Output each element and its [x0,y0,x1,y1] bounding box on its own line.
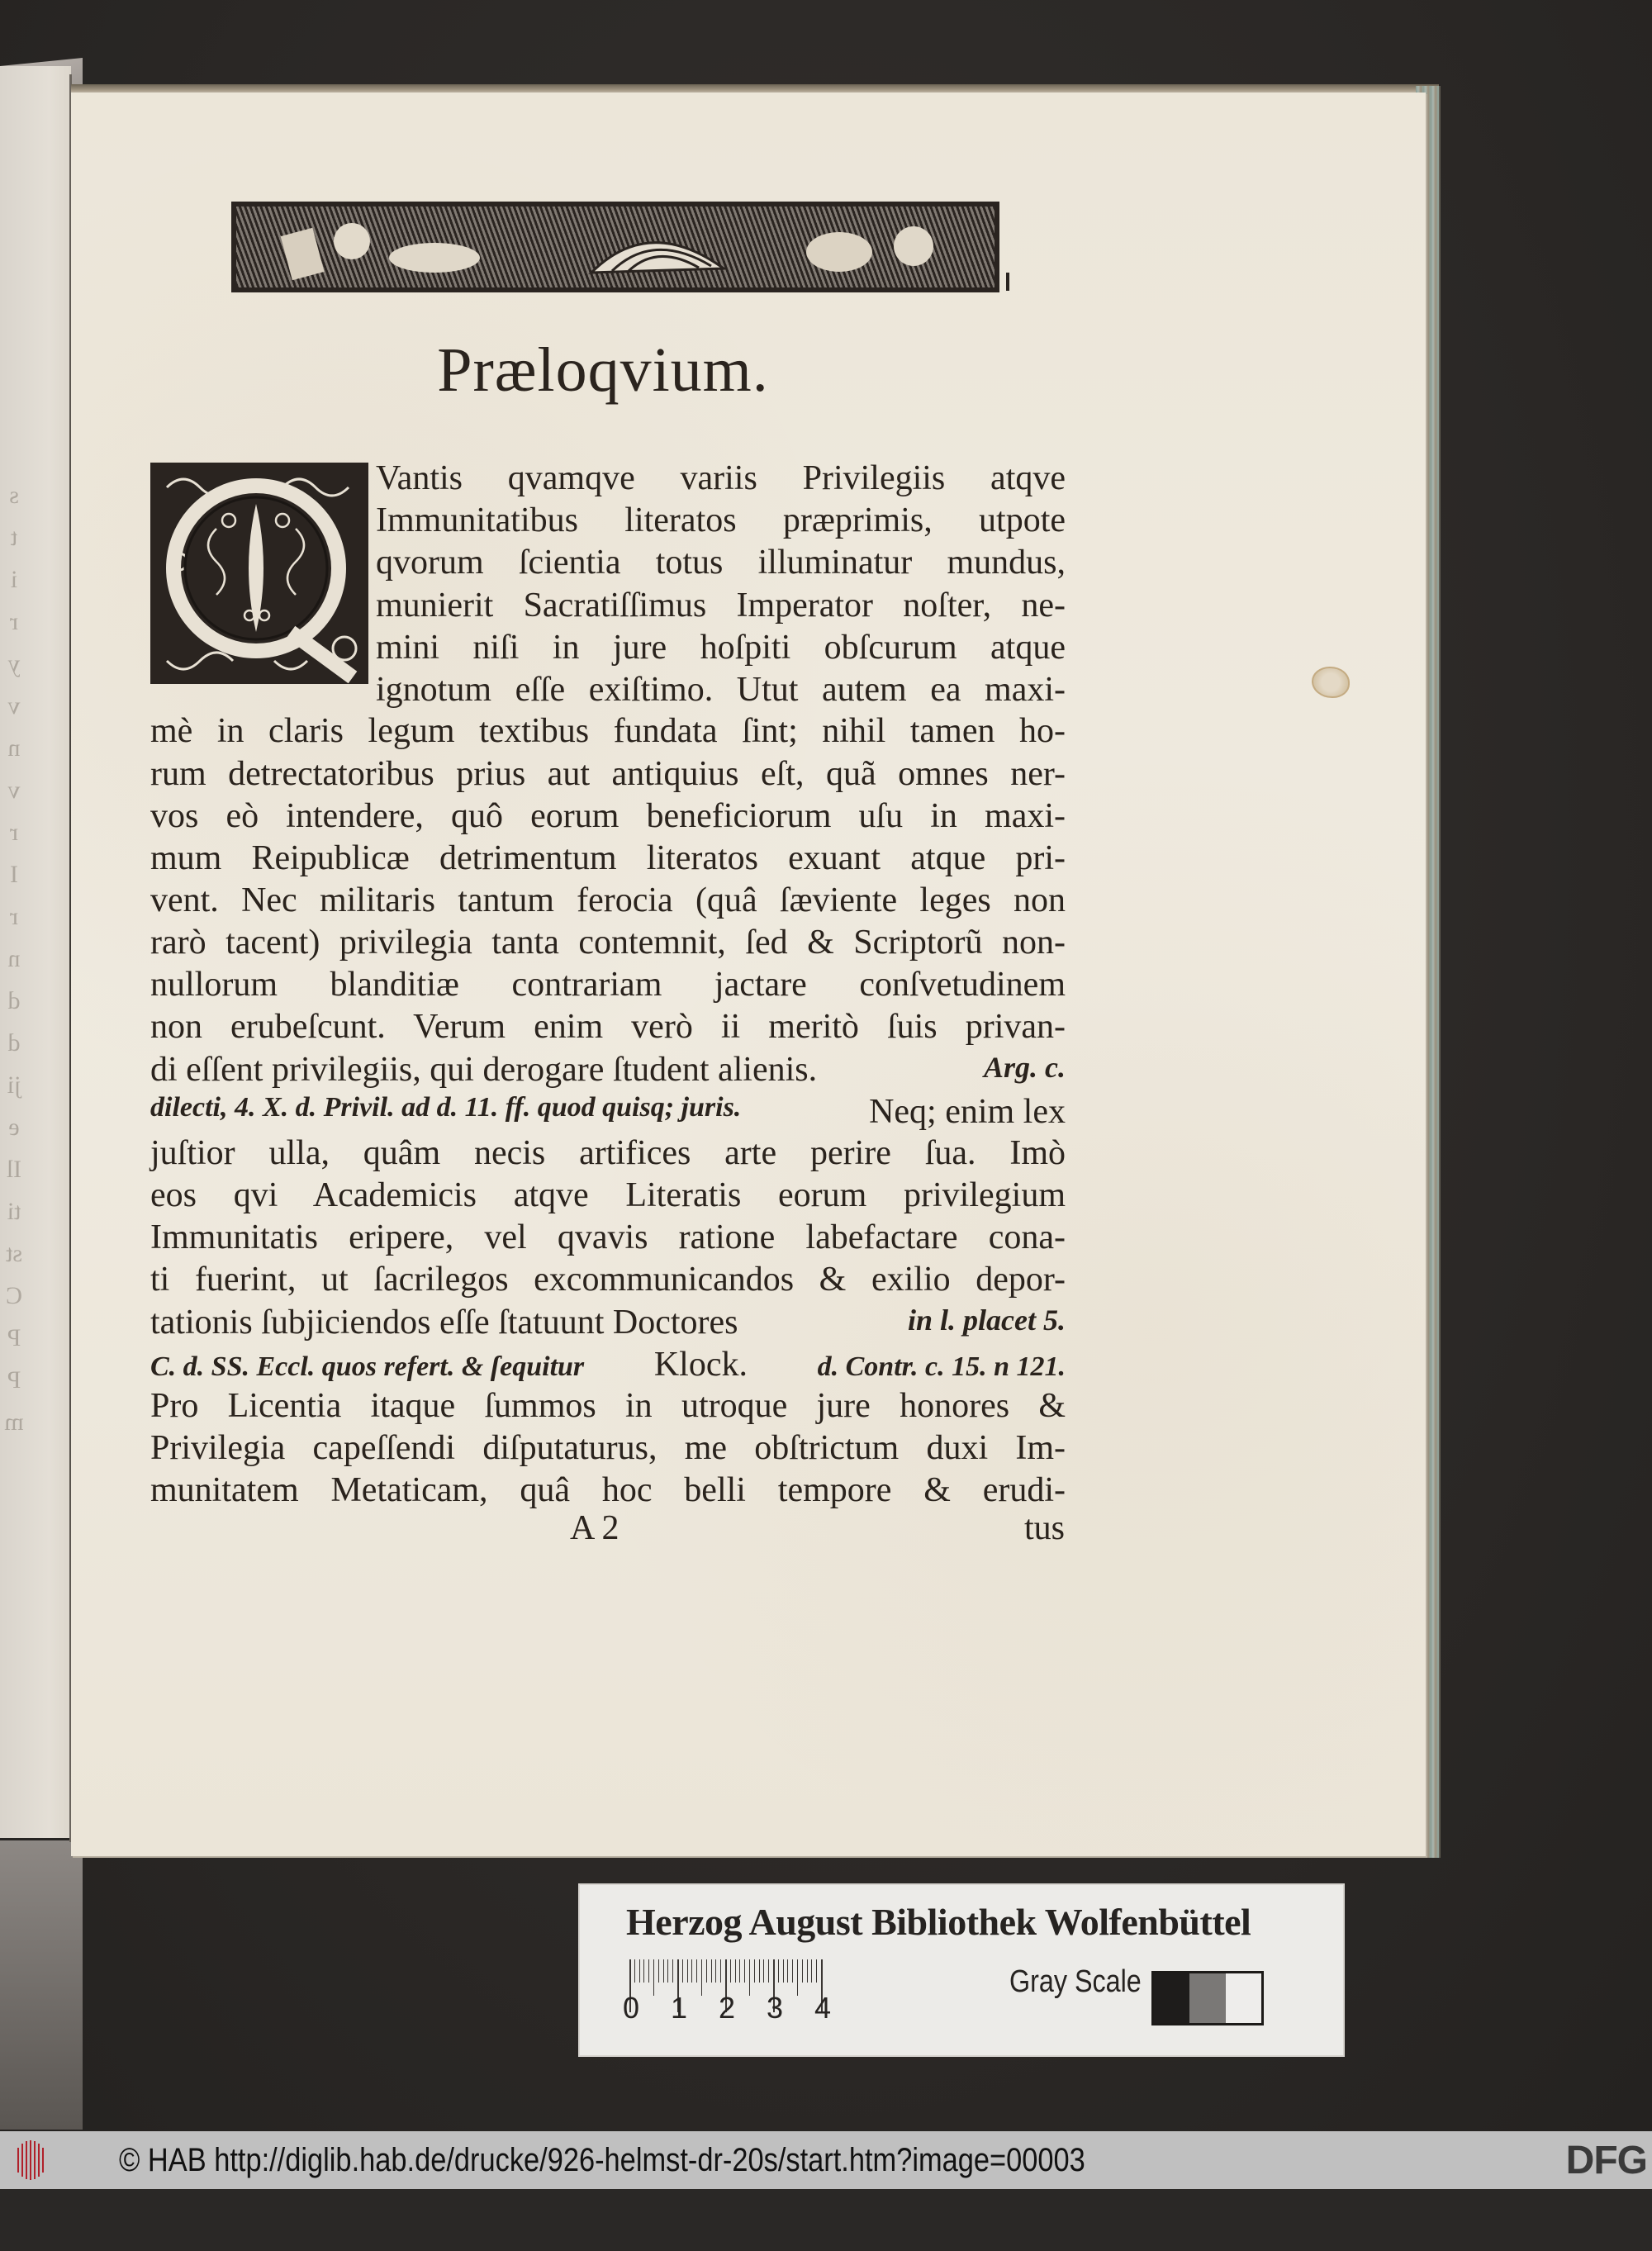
show-through-glyph: P [7,1366,21,1394]
show-through-glyph: y [7,650,21,677]
show-through-glyph: d [7,1029,21,1057]
text-line: non erubeſcunt. Verum enim verò ii meritò ſuis privan- [150,1008,1066,1046]
ruler-tick [720,1959,721,1983]
legal-citation: Arg. c. [984,1051,1066,1084]
gray-swatch [1154,1973,1189,2023]
ruler-tick [687,1959,688,1983]
ruler-tick [754,1959,755,1983]
ruler-tick [768,1959,769,1983]
gray-scale-swatches [1151,1971,1264,2025]
text-line: Immunitatis eripere, vel qvavis ratione labefactare cona- [150,1218,1066,1256]
legal-citation: in l. placet 5. [908,1304,1066,1337]
text-line: vent. Nec militaris tantum ferocia (quâ ſæviente leges non [150,881,1066,919]
show-through-glyph: st [6,1240,23,1267]
text-line: munierit Sacratiſſimus Imperator noſter, ne- [376,586,1066,624]
show-through-glyph: n [7,734,21,762]
ruler-label: 2 [718,1991,736,2025]
footer-bar [0,2131,1652,2189]
text-line: rum detrectatoribus prius aut antiquius eſt, quã omnes ner- [150,755,1066,793]
text-line: mini niſi in jure hoſpiti obſcurum atque [376,629,1066,667]
ruler-tick [667,1959,668,1983]
dfg-logo: DFG [1565,2139,1647,2182]
ruler-tick [672,1959,673,1983]
text-line: Privilegia capeſſendi diſputaturus, me obſtrictum duxi Im- [150,1429,1066,1467]
catchword: tus [1024,1509,1066,1547]
ruler-tick [658,1959,659,1983]
text-line [150,1050,1066,1088]
ruler-tick [691,1959,692,1983]
ruler-tick [706,1959,707,1983]
calibration-card [580,1885,1343,2055]
show-through-glyph: i [10,566,18,593]
ruler-tick [739,1959,740,1983]
ruler-tick [792,1959,793,1983]
show-through-glyph: Il [6,1156,22,1183]
ruler-tick [802,1959,803,1983]
ruler-tick [682,1959,683,1983]
show-through-glyph: P [7,1324,21,1351]
text-line: ti fuerint, ut ſacrilegos excommunicandos & exilio depor- [150,1261,1066,1299]
ruler-tick [653,1959,654,1996]
legal-citation: dilecti, 4. X. d. Privil. ad d. 11. ff. quod quisq; juris. [150,1092,742,1123]
text-segment: tationis ſubjiciendos eſſe ſtatuunt Doctores [150,1304,738,1342]
ruler-tick [715,1959,716,1983]
gray-swatch [1189,1973,1225,2023]
text-line: rarò tacent) privilegia tanta contemnit, ſed & Scriptorũ non- [150,924,1066,962]
text-line: juſtior ulla, quâm necis artifices arte perire ſua. Imò [150,1134,1066,1172]
show-through-glyph: m [4,1408,24,1436]
text-line: nullorum blanditiæ contrariam jactare conſvetudinem [150,966,1066,1004]
show-through-glyph: s [9,482,19,509]
ruler-tick [787,1959,788,1983]
ruler-tick [639,1959,640,1983]
text-line: mè in claris legum textibus fundata ſint; nihil tamen ho- [150,712,1066,750]
ruler-tick [778,1959,779,1983]
show-through-glyph: r [10,819,18,846]
hab-logo-icon [7,2139,56,2181]
show-through-glyph: r [10,608,18,635]
text-line: Vantis qvamqve variis Privilegiis atqve [376,459,1066,497]
ruler-tick [735,1959,736,1983]
legal-citation: C. d. SS. Eccl. quos refert. & ſequitur [150,1351,585,1382]
show-through-glyph: I [10,861,18,888]
show-through-glyph: n [7,945,21,972]
show-through-glyph: C [6,1282,23,1309]
ruler-label: 0 [622,1991,640,2025]
show-through-glyph: ti [7,1198,21,1225]
ruler-label: 1 [670,1991,688,2025]
text-line: qvorum ſcientia totus illuminatur mundus, [376,544,1066,582]
ruler-tick [730,1959,731,1983]
foxing-stain [1312,667,1350,698]
show-through-glyph: d [7,987,21,1014]
text-line [150,1345,1066,1383]
left-page-sliver [0,66,71,1838]
ruler-tick [648,1959,649,1983]
text-line [150,1303,1066,1341]
ruler-tick [701,1959,702,1996]
legal-citation: d. Contr. c. 15. n 121. [817,1351,1066,1382]
text-line: Pro Licentia itaque ſummos in utroque jure honores & [150,1387,1066,1425]
text-line: ignotum eſſe exiſtimo. Utut autem ea maxi- [376,671,1066,709]
drop-cap-q [150,463,368,684]
ruler-tick [634,1959,635,1983]
ruler-tick [797,1959,798,1996]
text-line: vos eò intendere, quô eorum beneficiorum uſu in maxi- [150,797,1066,835]
text-segment: Klock. [653,1346,748,1384]
ruler-tick [643,1959,644,1983]
ruler-tick [744,1959,745,1983]
text-line: munitatem Metaticam, quâ hoc belli tempore & erudi- [150,1471,1066,1509]
gray-swatch [1226,1973,1261,2023]
ruler-tick [663,1959,664,1983]
headpiece-ornament [231,202,999,292]
plastic-sheet-bottom [0,1840,83,2130]
show-through-glyph: ji [7,1071,21,1099]
ruler-tick [696,1959,697,1983]
ruler-label: 3 [766,1991,784,2025]
text-line: mum Reipublicæ detrimentum literatos exuant atque pri- [150,839,1066,877]
page-title: Præloqvium. [437,335,769,405]
text-line [150,1092,1066,1130]
show-through-glyph: e [8,1114,20,1141]
show-through-glyph: v [7,776,21,804]
ruler-label: 4 [814,1991,832,2025]
text-segment: Neq; enim lex [869,1093,1066,1131]
show-through-glyph: r [10,903,18,930]
ruler-tick [807,1959,808,1983]
copyright-url[interactable]: © HAB http://diglib.hab.de/drucke/926-helmst-dr-20s/start.htm?image=00003 [119,2141,1085,2178]
ruler-tick [749,1959,750,1996]
ruler-tick [711,1959,712,1983]
ruler-tick [763,1959,764,1983]
text-segment: di eſſent privilegiis, qui derogare ſtudent alienis. [150,1051,818,1089]
headpiece-mark [1006,273,1009,291]
ruler-tick [811,1959,812,1983]
ruler-tick [759,1959,760,1983]
text-line: eos qvi Academicis atqve Literatis eorum privilegium [150,1176,1066,1214]
ruler-tick [783,1959,784,1983]
gray-scale-label: Gray Scale [1009,1964,1142,1999]
show-through-glyph: t [10,524,18,551]
library-name: Herzog August Bibliothek Wolfenbüttel [626,1901,1251,1943]
signature-mark: A 2 [570,1509,620,1547]
text-line: Immunitatibus literatos præprimis, utpote [376,501,1066,539]
show-through-glyph: v [7,692,21,719]
ruler-tick [816,1959,817,1983]
